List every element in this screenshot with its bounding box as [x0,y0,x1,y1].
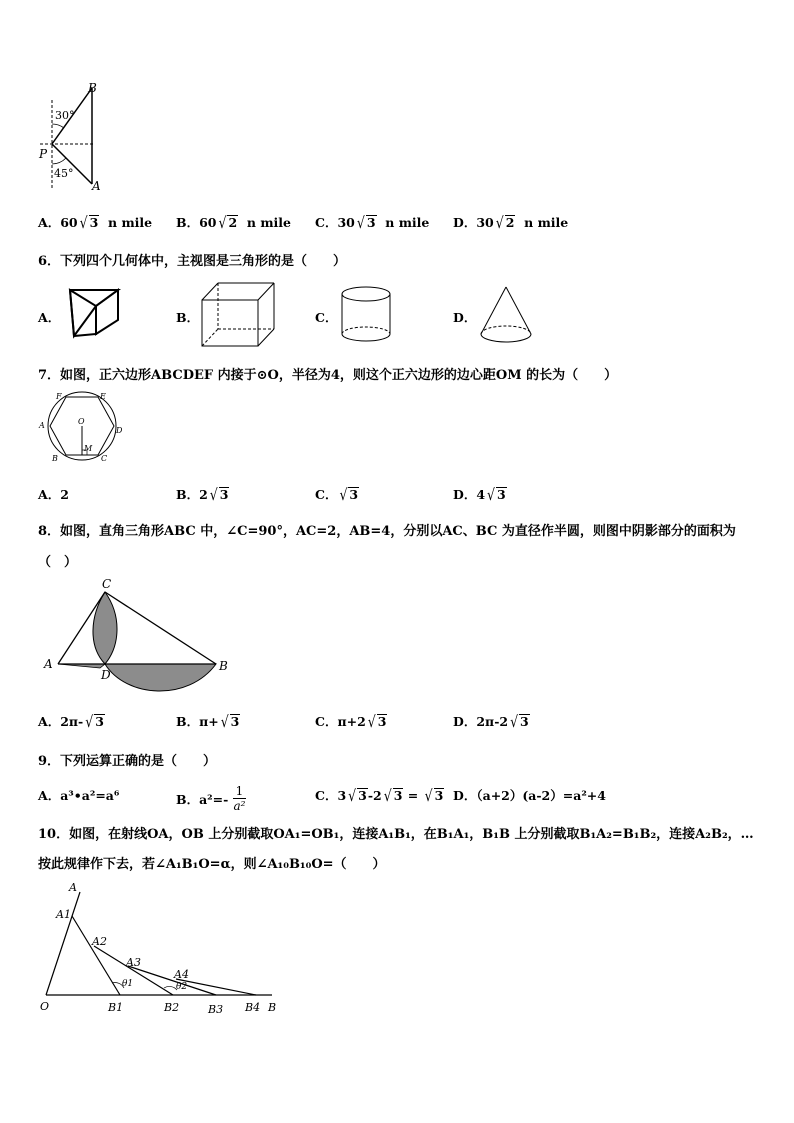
q8-option-b[interactable] [176,712,240,730]
q10-label-b4: B4 [245,1001,261,1014]
q7-option-d-radicand: 3 [497,487,506,502]
q9-option-b[interactable] [176,786,246,815]
sqrt-icon: √ [339,485,348,504]
q9-option-c-mid: -2 [367,788,382,803]
q5-option-a-unit: n mile [108,215,153,230]
q8-option-b-pre: π+ [199,714,219,729]
q8-option-a-radicand: 3 [95,714,104,729]
q9-option-b-numerator: 1 [233,784,247,799]
q7-option-b[interactable] [176,485,229,503]
q5-option-d-radicand: 2 [505,215,515,230]
q9-option-d[interactable]: D．（a+2）(a-2）=a²+4 [453,788,606,803]
triangular-prism-icon [66,284,128,344]
sqrt-icon: √ [487,485,496,504]
q8-stem-line1: 8．如图，直角三角形ABC 中，∠C=90°，AC=2，AB=4，分别以AC、BC 为直径作半圆，则图中阴影部分的面积为 [38,524,736,539]
q5-label-a: A [92,179,101,193]
q9-option-b-fraction [233,784,247,813]
sqrt-icon: √ [348,786,357,805]
q5-option-d-unit: n mile [524,215,569,230]
q8-option-c-radicand: 3 [377,714,387,729]
sqrt-icon: √ [356,213,365,232]
q5-option-c[interactable] [315,213,429,231]
q8-stem-line2: （ ） [38,555,78,570]
q10-label-b: B [268,1001,277,1014]
q5-option-c-coef: 30 [337,215,355,230]
q5-option-a-coef: 60 [60,215,78,230]
q5-option-a-letter: A． [38,215,61,230]
q7-option-b-radicand: 3 [219,487,229,502]
q10-label-a4: A4 [174,968,189,981]
q8-option-b-letter: B． [176,714,200,729]
sqrt-icon: √ [85,712,94,731]
q7-label-o: O [78,417,85,426]
q7-label-d: D [116,426,123,435]
q10-label-b1: B1 [108,1001,124,1014]
sqrt-icon: √ [367,712,376,731]
sqrt-icon: √ [495,213,504,232]
q8-option-d[interactable] [453,712,530,730]
q7-label-c: C [101,454,108,463]
q8-label-c: C [102,577,112,591]
q8-option-c-pre: π+2 [337,714,366,729]
q5-option-b[interactable] [176,213,291,231]
sqrt-icon: √ [209,485,218,504]
sqrt-icon: √ [383,786,392,805]
q7-label-e: E [100,392,106,401]
sqrt-icon: √ [220,712,229,731]
q9-option-c[interactable] [315,786,444,804]
q5-option-c-radicand: 3 [366,215,376,230]
cube-icon [198,280,278,350]
q10-label-a: A [69,881,77,894]
q7-option-b-coef: 2 [199,487,208,502]
q9-option-c-equals: = [407,788,419,803]
q5-option-b-radicand: 2 [228,215,238,230]
q5-direction-figure [35,80,110,195]
q7-label-b: B [52,454,58,463]
q8-label-a: A [44,657,53,671]
q8-label-d: D [101,668,111,682]
q6-option-d-letter[interactable]: D． [453,310,477,325]
q8-option-c[interactable] [315,712,387,730]
q8-option-a-letter: A． [38,714,61,729]
q6-option-c-letter[interactable]: C． [315,310,338,325]
q7-stem: 7．如图，正六边形ABCDEF 内接于⊙O，半径为4，则这个正六边形的边心距OM 的长为（ ） [38,368,618,383]
q5-option-d-coef: 30 [476,215,494,230]
q6-stem: 6．下列四个几何体中，主视图是三角形的是（ ） [38,254,347,269]
q5-option-b-letter: B． [176,215,200,230]
q10-label-a3: A3 [126,956,141,969]
q10-ray-figure [36,880,286,1018]
q10-label-a1: A1 [56,908,71,921]
q9-option-c-radicand-1: 3 [358,788,367,803]
q5-option-b-coef: 60 [199,215,217,230]
sqrt-icon: √ [218,213,227,232]
q9-option-c-radicand-3: 3 [434,788,444,803]
q7-option-d-coef: 4 [476,487,486,502]
q10-label-o: O [40,1000,50,1013]
q7-option-c-letter: C． [315,487,338,502]
q8-option-b-radicand: 3 [230,714,240,729]
q10-label-a2: A2 [92,935,107,948]
q6-option-a-letter[interactable]: A． [38,310,61,325]
q9-option-c-radicand-2: 3 [393,788,403,803]
q10-label-b3: B3 [208,1003,224,1016]
sqrt-icon: √ [79,213,88,232]
q5-angle-bottom: 45° [54,167,74,180]
q8-semicircle-figure [38,576,238,700]
q5-label-b: B [88,81,97,95]
q5-option-d-letter: D． [453,215,477,230]
q8-option-d-letter: D． [453,714,477,729]
q8-option-a[interactable] [38,712,105,730]
q9-option-b-denominator: a² [233,799,246,813]
q9-option-b-pre: B．a²=- [176,792,229,807]
q5-option-d[interactable] [453,213,568,231]
q8-option-d-radicand: 3 [520,714,529,729]
q10-label-b2: B2 [164,1001,180,1014]
q5-option-c-unit: n mile [385,215,430,230]
sqrt-icon: √ [424,786,433,805]
q6-option-b-letter[interactable]: B． [176,310,200,325]
q10-label-theta2: θ2 [176,982,188,992]
q10-stem-line2: 按此规律作下去，若∠A₁B₁O=α，则∠A₁₀B₁₀O=（ ） [38,857,386,872]
q8-option-a-pre: 2π- [60,714,84,729]
q7-hexagon-figure [36,388,128,464]
cylinder-icon [338,284,394,346]
cone-icon [476,284,536,346]
q10-label-theta1: θ1 [122,979,134,989]
q8-label-b: B [219,659,228,673]
q7-option-a-value: 2 [60,487,69,502]
q7-label-f: F [56,392,62,401]
q7-option-a[interactable] [38,485,69,503]
q7-label-a: A [39,421,45,430]
q8-option-c-letter: C． [315,714,338,729]
q7-option-d[interactable] [453,485,507,503]
q7-option-a-letter: A． [38,487,61,502]
q9-stem: 9．下列运算正确的是（ ） [38,754,217,769]
q5-option-c-letter: C． [315,215,338,230]
q9-option-c-letter: C．3 [315,788,347,803]
q10-stem-line1: 10．如图，在射线OA，OB 上分别截取OA₁=OB₁，连接A₁B₁，在B₁A₁，B₁B 上分别截取B₁A₂=B₁B₂，连接A₂B₂，… [38,827,754,842]
q5-option-a[interactable] [38,213,152,231]
q7-option-d-letter: D． [453,487,477,502]
q7-label-m: M [84,444,93,453]
q7-option-c[interactable] [315,485,359,503]
q9-option-a[interactable]: A．a³•a²=a⁶ [38,788,120,803]
q5-angle-top: 30° [55,109,75,122]
sqrt-icon: √ [510,712,519,731]
q7-option-c-radicand: 3 [349,487,359,502]
q5-option-a-radicand: 3 [89,215,99,230]
q8-option-d-pre: 2π-2 [476,714,509,729]
q5-label-p: P [39,147,48,161]
q5-option-b-unit: n mile [246,215,291,230]
q7-option-b-letter: B． [176,487,200,502]
